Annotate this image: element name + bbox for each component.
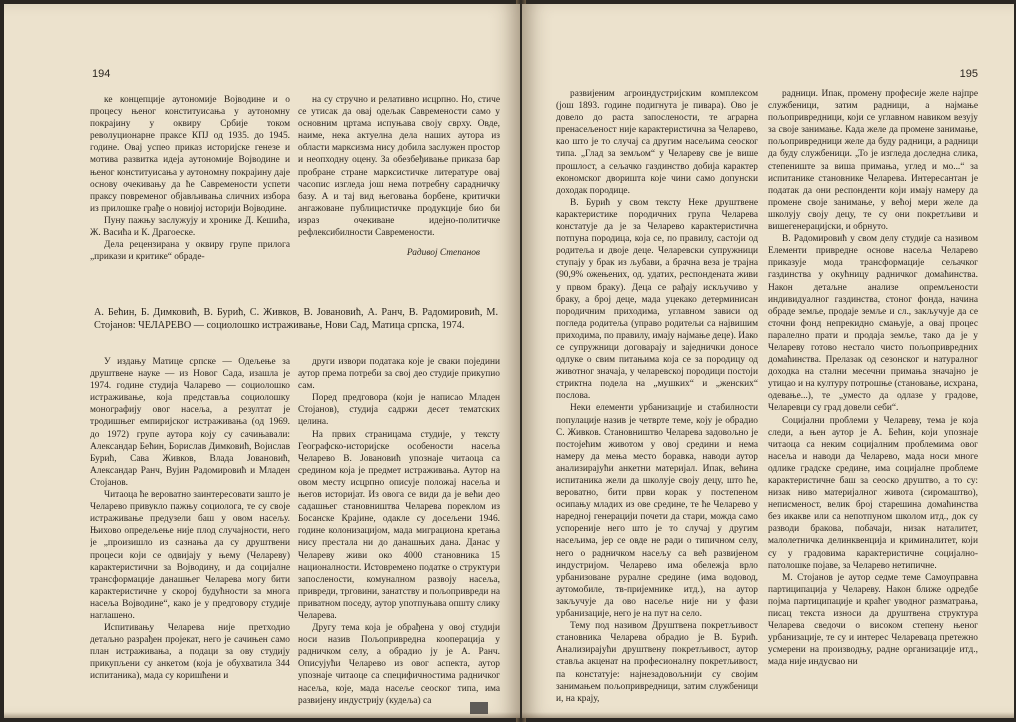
paragraph: М. Стојанов је аутор седме теме Самоуправна партиципација у Челареву. Након ближе одредбе појма партиципације и краћег уводног разматрања, писац текста износи да друштвена структура Челарева сведочи о високом степену њеног урбанизације, те су и интерес Челареваца претежно усмерени на производњу, радне организације итд., мада није индусвао ни bbox=[768, 572, 978, 668]
paragraph: Читаоца ће вероватно заинтересовати зашто је Челарево привукло пажњу социолога, те су своје истраживање предузели баш у овом насељу. Њихово опредељење није плод случајности, него је „произишло из сазнања да су друштвени процеси који се одвијају у њему (Челареву) карактеристични за Војводину, и да социјалне трансформације данашњег Челарева могу бити карактеристичне у скорој будућности за многа насеља Војводине“, како је у предговору студије наглашено. bbox=[90, 490, 290, 621]
paragraph: На првих страницама студије, у тексту Географско-историјске особености насеља Челарево В. Јовановић упознаје читаоца са средином која је предмет истраживања. Аутор на овом месту исцрпно описује положај насеља и његов историјат. Из овога се види да је већи део садашњег становништва Челарева пореклом из Босанске Крајине, одакле су досељени 1946. године колонизацијом, мада миграциона кретања нису престала ни до данашњих дана. Данас у Челареву живи око 4000 становника 15 националности. Истовремено податке о структури запослености, комуналном развоју насеља, привреди, трговини, занатству и пољопривреди на приватном поседу, аутор употпуњава општу слику Челарева. bbox=[298, 429, 500, 621]
page-edge-shadow-right bbox=[522, 712, 1014, 718]
paragraph: В. Радомировић у свом делу студије са називом Елементи привредне основе насеља Челарево приказује мода трансформације сељачког газдинства у окућницу радничког домаћинства. Након детаљне анализе опремљености индивидуалног газдинства, стоног фонда, начина обраде земље, продаје земље и сл., закључује да се сточни фонд непрекидно смањује, а овај процес паралелно прати и продаја земље, тако да је у Челареву готово нестало чисто пољопривредних домаћинства. Прелазак од сезонског и натуралног доходка на стални месечни примања значајно је утицао и на културу потрошње (становање, исхрана, одевање...), те „уместо да одлазе у градове, Челаревци су град довели себи“. bbox=[768, 234, 978, 414]
paragraph: Испитивању Челарева није претходио детаљно разрађен пројекат, него је сачињен само план истраживања, а подаци за ову студију прикупљени су анкетом (која је обухватила 344 испитаника), мада су коришћени и bbox=[90, 623, 290, 682]
right-column-2 bbox=[768, 88, 978, 710]
paragraph: развијеним агроиндустријским комплексом (још 1893. године подигнута је пивара). Ово је довело до раста запослености, те аграрна пренасељеност није карактеристична за Челарево, као што је то случај са другим насељима сеоског типа. „Глад за земљом“ у Челареву све је више прошлост, а сељачко газдинство добија карактер економског дворишта које чини само допунски доходак породице. bbox=[556, 89, 758, 196]
left-column-1-top bbox=[90, 94, 290, 264]
page-number-right: 195 bbox=[959, 68, 978, 80]
paragraph: Дела рецензирана у оквиру групе прилога „прикази и критике“ обраде- bbox=[90, 240, 290, 263]
paragraph: други извори података које је сваки поједини аутор према потреби за свој део студије прикупио сам. bbox=[298, 357, 500, 392]
paragraph: Неки елементи урбанизације и стабилности популације назив је четврте теме, коју је обрадио С. Живков. Становништво Челарева задовољно је постојећим животом у овој средини и нема намеру да мења место боравка, наводи аутор анализирајући анкетни материјал. Ипак, већина испитаника жели да школује своју децу, што ће, вероватно, бити први корак у постепеном осипању младих из ове средине, те ће Челарево у наредној генерацији почети да стари, можда само успореније него што је то случај у другим насељима, јер се овде не ради о типичном селу, него о радничком насељу са већ развијеном индустријом. Челарево има обележја врло урбанизоване руралне средине (има водовод, аутомобиле, тв-пријемнике итд.), на аутор закључује да ово насеље није ни у фази урбанизације, него је на пут на село. bbox=[556, 403, 758, 620]
paragraph: Социјални проблеми у Челареву, тема је која следи, а њен аутор је А. Бећин, који упознаје читаоца са неким социјалним проблемима овог насеља и наводи да Челарево, мада носи многе одлике градске средине, има социјалне проблеме карактеристичне баш за сеоско друштво, а то су: низак ниво материјалног живота (сиромаштво), неписменост, велик број старешина домаћинства без икакве или са непотпуном школом итд., док су разводи бракова, побачаји, низак наталитет, малолетничка делинквенција и криминалитет, који су у градовима карактеристичне социјално-патолошке појаве, за Челарево нетипичне. bbox=[768, 415, 978, 571]
paragraph: Тему под називом Друштвена покретљивост становника Челарева обрадио је В. Бурић. Анализирајући друштвену покретљивост, аутор ставља акценат на професионалну покретљивост, па констатује: најнезадовољнији су својим занимањем пољопривредници, затим службеници и, на крају, bbox=[556, 621, 758, 704]
page-number-left: 194 bbox=[92, 68, 111, 80]
reviewer-signature: Радивој Степанов bbox=[406, 248, 480, 259]
left-column-1-bottom bbox=[90, 356, 290, 712]
left-column-2-top bbox=[298, 94, 500, 264]
paragraph: Пуну пажњу заслужују и хронике Д. Кешића, Ж. Васића и К. Драгоеске. bbox=[90, 215, 290, 239]
paragraph: ке концепције аутономије Војводине и о процесу њеног конституисања у аутономну покрајину у оквиру Србије током револуционарне праксе КПЈ од 1935. до 1945. године. Овај успео приказ историјске генезе и мотива развитка идеја аутономије Војводине и њеног конституисања у аутономну покрајину даје основу очекивању да ће Савремености успети праксу повременог објављивања сличних избора из прилошке грађе о новијој историји Војводине. bbox=[90, 95, 290, 214]
paragraph: Другу тема која је обрађена у овој студији носи назив Пољопривредна кооперација у радничком селу, а обрадио ју је А. Ранч. Описујући Челарево из овог аспекта, аутор упознаје читаоце са специфичностима радничког насеља, које, мада насеље сеоског типа, има развијену индустрију (кудеља) са bbox=[298, 623, 500, 706]
page-edge-shadow bbox=[4, 712, 520, 718]
paragraph: В. Бурић у свом тексту Неке друштвене карактеристике породичних група Челарева констатује да је за Челарево карактеристична потпуна породица, која се, по правилу, састоји од родитеља и двоје деце. Челаревски супружници ступају у брак из љубави, а брачна веза је трајна (90,9% ожењених, од. удатих, респондената живи у првом браку). Деца се рађају искључиво у браку, а број деце, мада уцекако детерминисан породичним приходима, углавном зависи од погледа родитеља (управо родитељи са највишим приходима, по правилу, имају најмање деце). Иако се супружници договарају и заједнички доносе одлуке о свим питањима која се за породицу од животног значаја, у челаревској породици постоји стриктна подела на „мушких“ и „женских“ послова. bbox=[556, 197, 758, 402]
right-column-1 bbox=[556, 88, 758, 710]
right-page bbox=[522, 4, 1014, 718]
left-column-2-bottom bbox=[298, 356, 500, 712]
paragraph: радници. Ипак, промену професије желе најпре службеници, затим радници, а најмање пољопривредници, који се углавном навиком везују за своје занимање. Када желе да промене занимање, пољопривредници желе да буду радници, а радници да буду службеници. „То је изгледа доследна слика, степениште за виша примања, углед и мо...“ за испитанике становнике Челарева. Интересантан је податак да они респонденти који имају намеру да промене своје занимање, у већој мери желе да школују своју децу, те су они покретљиви и вишегенерацијски, и обрнуто. bbox=[768, 89, 978, 233]
review-heading: А. Бећин, Б. Димковић, В. Бурић, С. Живков, В. Јовановић, А. Ранч, В. Радомировић, М. Стојанов: ЧЕЛАРЕВО — социолошко истраживање, Нови Сад, Матица српска, 1974. bbox=[94, 307, 498, 331]
paragraph: Поред предговора (који је написао Младен Стојанов), студија садржи десет тематских целина. bbox=[298, 393, 500, 428]
paragraph: У издању Матице српске — Одељење за друштвене науке — из Новог Сада, изашла је 1974. године студија Чаларево — социолошко истраживање, која представља социолошку монографију овог насеља, а резултат је тродишњег емпиријског истраживања (од 1969. до 1972) групе аутора коју су сачињавали: Александар Бећин, Борислав Димковић, Војислав Бурић, Сава Живков, Влада Јовановић, Александар Ранч, Вујин Радомировић и Младен Стојанов. bbox=[90, 357, 290, 488]
paragraph: на су стручно и релативно исцрпно. Но, стиче се утисак да овај одељак Савремености само у основним цртама испуњава своју сврху. Овде, наиме, нека актуелна дела наших аутора из области марксизма нису добила заслужен простор и неопходну оцену. За обезбеђивање приказа бар пробране стране марксистичке литературе овај часопис изгледа још нема потребну сарадничку базу. А и тај вид његовања борбене, критички ангажоване публицистичке продукције био би израз очекиване идејно-политичке рефлексибилности Савремености. bbox=[298, 95, 500, 239]
left-page bbox=[4, 4, 520, 718]
